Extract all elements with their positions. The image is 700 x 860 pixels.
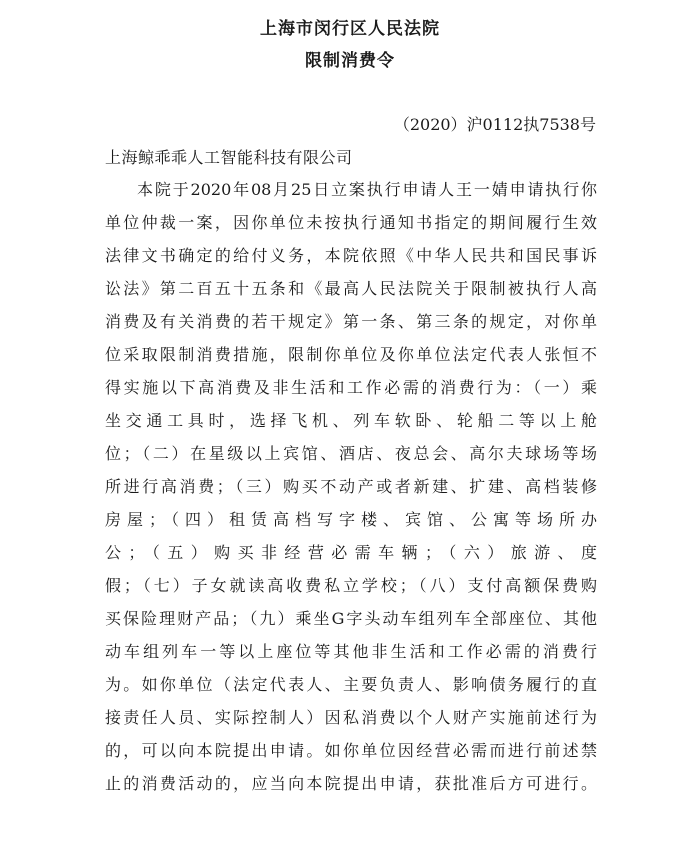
body-line: 得实施以下高消费及非生活和工作必需的消费行为：（一）乘 <box>105 378 597 397</box>
body-line: 本院于2020年08月25日立案执行申请人王一婧申请执行你 <box>137 180 597 199</box>
case-number: （2020）沪0112执7538号 <box>393 115 596 134</box>
body-line: 房屋；（四）租赁高档写字楼、宾馆、公寓等场所办 <box>105 510 597 529</box>
body-line: 位；（二）在星级以上宾馆、酒店、夜总会、高尔夫球场等场 <box>105 444 597 463</box>
body-line: 位采取限制消费措施，限制你单位及你单位法定代表人张恒不 <box>105 345 597 364</box>
body-line: 动车组列车一等以上座位等其他非生活和工作必需的消费行 <box>105 642 597 661</box>
body-line: 的，可以向本院提出申请。如你单位因经营必需而进行前述禁 <box>105 741 597 760</box>
body-line: 坐交通工具时，选择飞机、列车软卧、轮船二等以上舱 <box>105 411 597 430</box>
court-name: 上海市闵行区人民法院 <box>260 19 440 39</box>
body-line: 接责任人员、实际控制人）因私消费以个人财产实施前述行为 <box>105 708 597 727</box>
document-title: 限制消费令 <box>305 51 395 71</box>
body-line: 假；（七）子女就读高收费私立学校；（八）支付高额保费购 <box>105 576 597 595</box>
body-line: 所进行高消费；（三）购买不动产或者新建、扩建、高档装修 <box>105 477 597 496</box>
body-line: 止的消费活动的，应当向本院提出申请，获批准后方可进行。 <box>105 774 597 793</box>
addressee: 上海鲸乖乖人工智能科技有限公司 <box>105 148 353 167</box>
body-line: 法律文书确定的给付义务，本院依照《中华人民共和国民事诉 <box>105 246 597 265</box>
body-line: 公；（五）购买非经营必需车辆；（六）旅游、度 <box>105 543 597 562</box>
order-body <box>105 178 597 805</box>
body-line: 单位仲裁一案，因你单位未按执行通知书指定的期间履行生效 <box>105 213 597 232</box>
body-line: 讼法》第二百五十五条和《最高人民法院关于限制被执行人高 <box>105 279 597 298</box>
body-line: 消费及有关消费的若干规定》第一条、第三条的规定，对你单 <box>105 312 597 331</box>
body-line: 买保险理财产品；（九）乘坐G字头动车组列车全部座位、其他 <box>105 609 597 628</box>
body-line: 为。如你单位（法定代表人、主要负责人、影响债务履行的直 <box>105 675 597 694</box>
